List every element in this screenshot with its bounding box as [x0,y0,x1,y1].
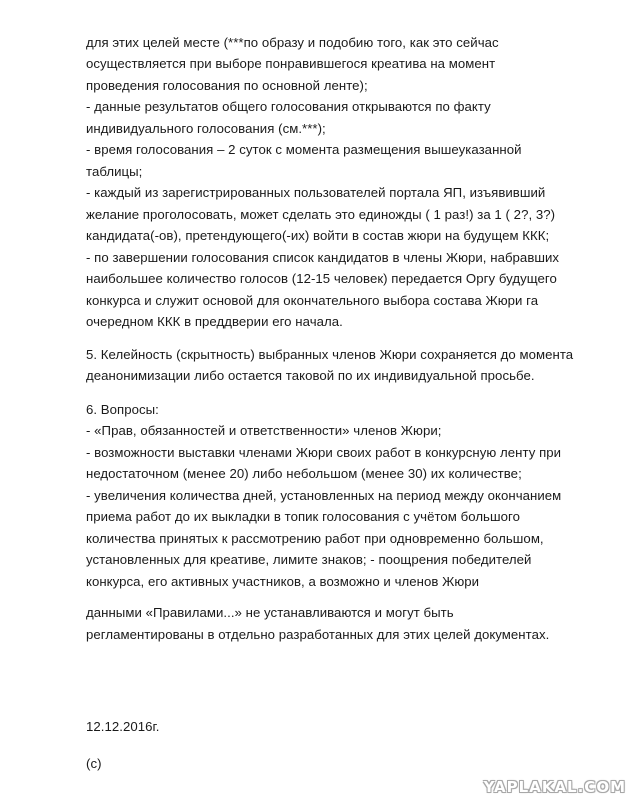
section-5-line: 5. Келейность (скрытность) выбранных членов Жюри сохраняется до момента [86,347,574,362]
document-line: наибольшее количество голосов (12-15 человек) передается Оргу будущего [86,271,557,286]
document-line: - время голосования – 2 суток с момента размещения вышеуказанной [86,142,522,157]
document-line: очередном ККК в преддверии его начала. [86,314,343,329]
document-line: - данные результатов общего голосования открываются по факту [86,99,491,114]
document-line: недостаточном (менее 20) либо небольшом (менее 30) их количестве; [86,466,522,481]
document-line: установленных для креативе, лимите знаков; - поощрения победителей [86,552,532,567]
document-line: осуществляется при выборе понравившегося креатива на момент [86,56,496,71]
document-line: кандидата(-ов), претендующего(-их) войти в состав жюри на будущем ККК; [86,228,550,243]
document-line: - возможности выставки членами Жюри своих работ в конкурсную ленту при [86,445,562,460]
document-line: конкурса, его активных участников, а возможно и членов Жюри [86,574,480,589]
document-line: таблицы; [86,164,143,179]
document-line: приема работ до их выкладки в топик голосования с учётом большого [86,509,520,524]
copyright-mark: (с) [86,756,102,771]
document-line: - «Прав, обязанностей и ответственности» членов Жюри; [86,423,442,438]
document-line: - каждый из зарегистрированных пользователей портала ЯП, изъявивший [86,185,546,200]
document-line: регламентированы в отдельно разработанных для этих целей документах. [86,627,550,642]
document-line: индивидуального голосования (см.***); [86,121,326,136]
document-line: данными «Правилами...» не устанавливаются и могут быть [86,605,454,620]
document-line: для этих целей месте (***по образу и подобию того, как это сейчас [86,35,499,50]
document-line: желание проголосовать, может сделать это единожды ( 1 раз!) за 1 ( 2?, 3?) [86,207,556,222]
section-6-heading: 6. Вопросы: [86,402,159,417]
document-date: 12.12.2016г. [86,719,160,734]
site-watermark: YAPLAKAL.COM [483,778,626,796]
section-5-line: деанонимизации либо остается таковой по их индивидуальной просьбе. [86,368,535,383]
document-line: конкурса и служит основой для окончательного выбора состава Жюри га [86,293,539,308]
document-line: - увеличения количества дней, установленных на период между окончанием [86,488,562,503]
document-line: проведения голосования по основной ленте); [86,78,368,93]
document-line: количества принятых к рассмотрению работ при одновременно большом, [86,531,544,546]
document-line: - по завершении голосования список кандидатов в члены Жюри, набравших [86,250,560,265]
